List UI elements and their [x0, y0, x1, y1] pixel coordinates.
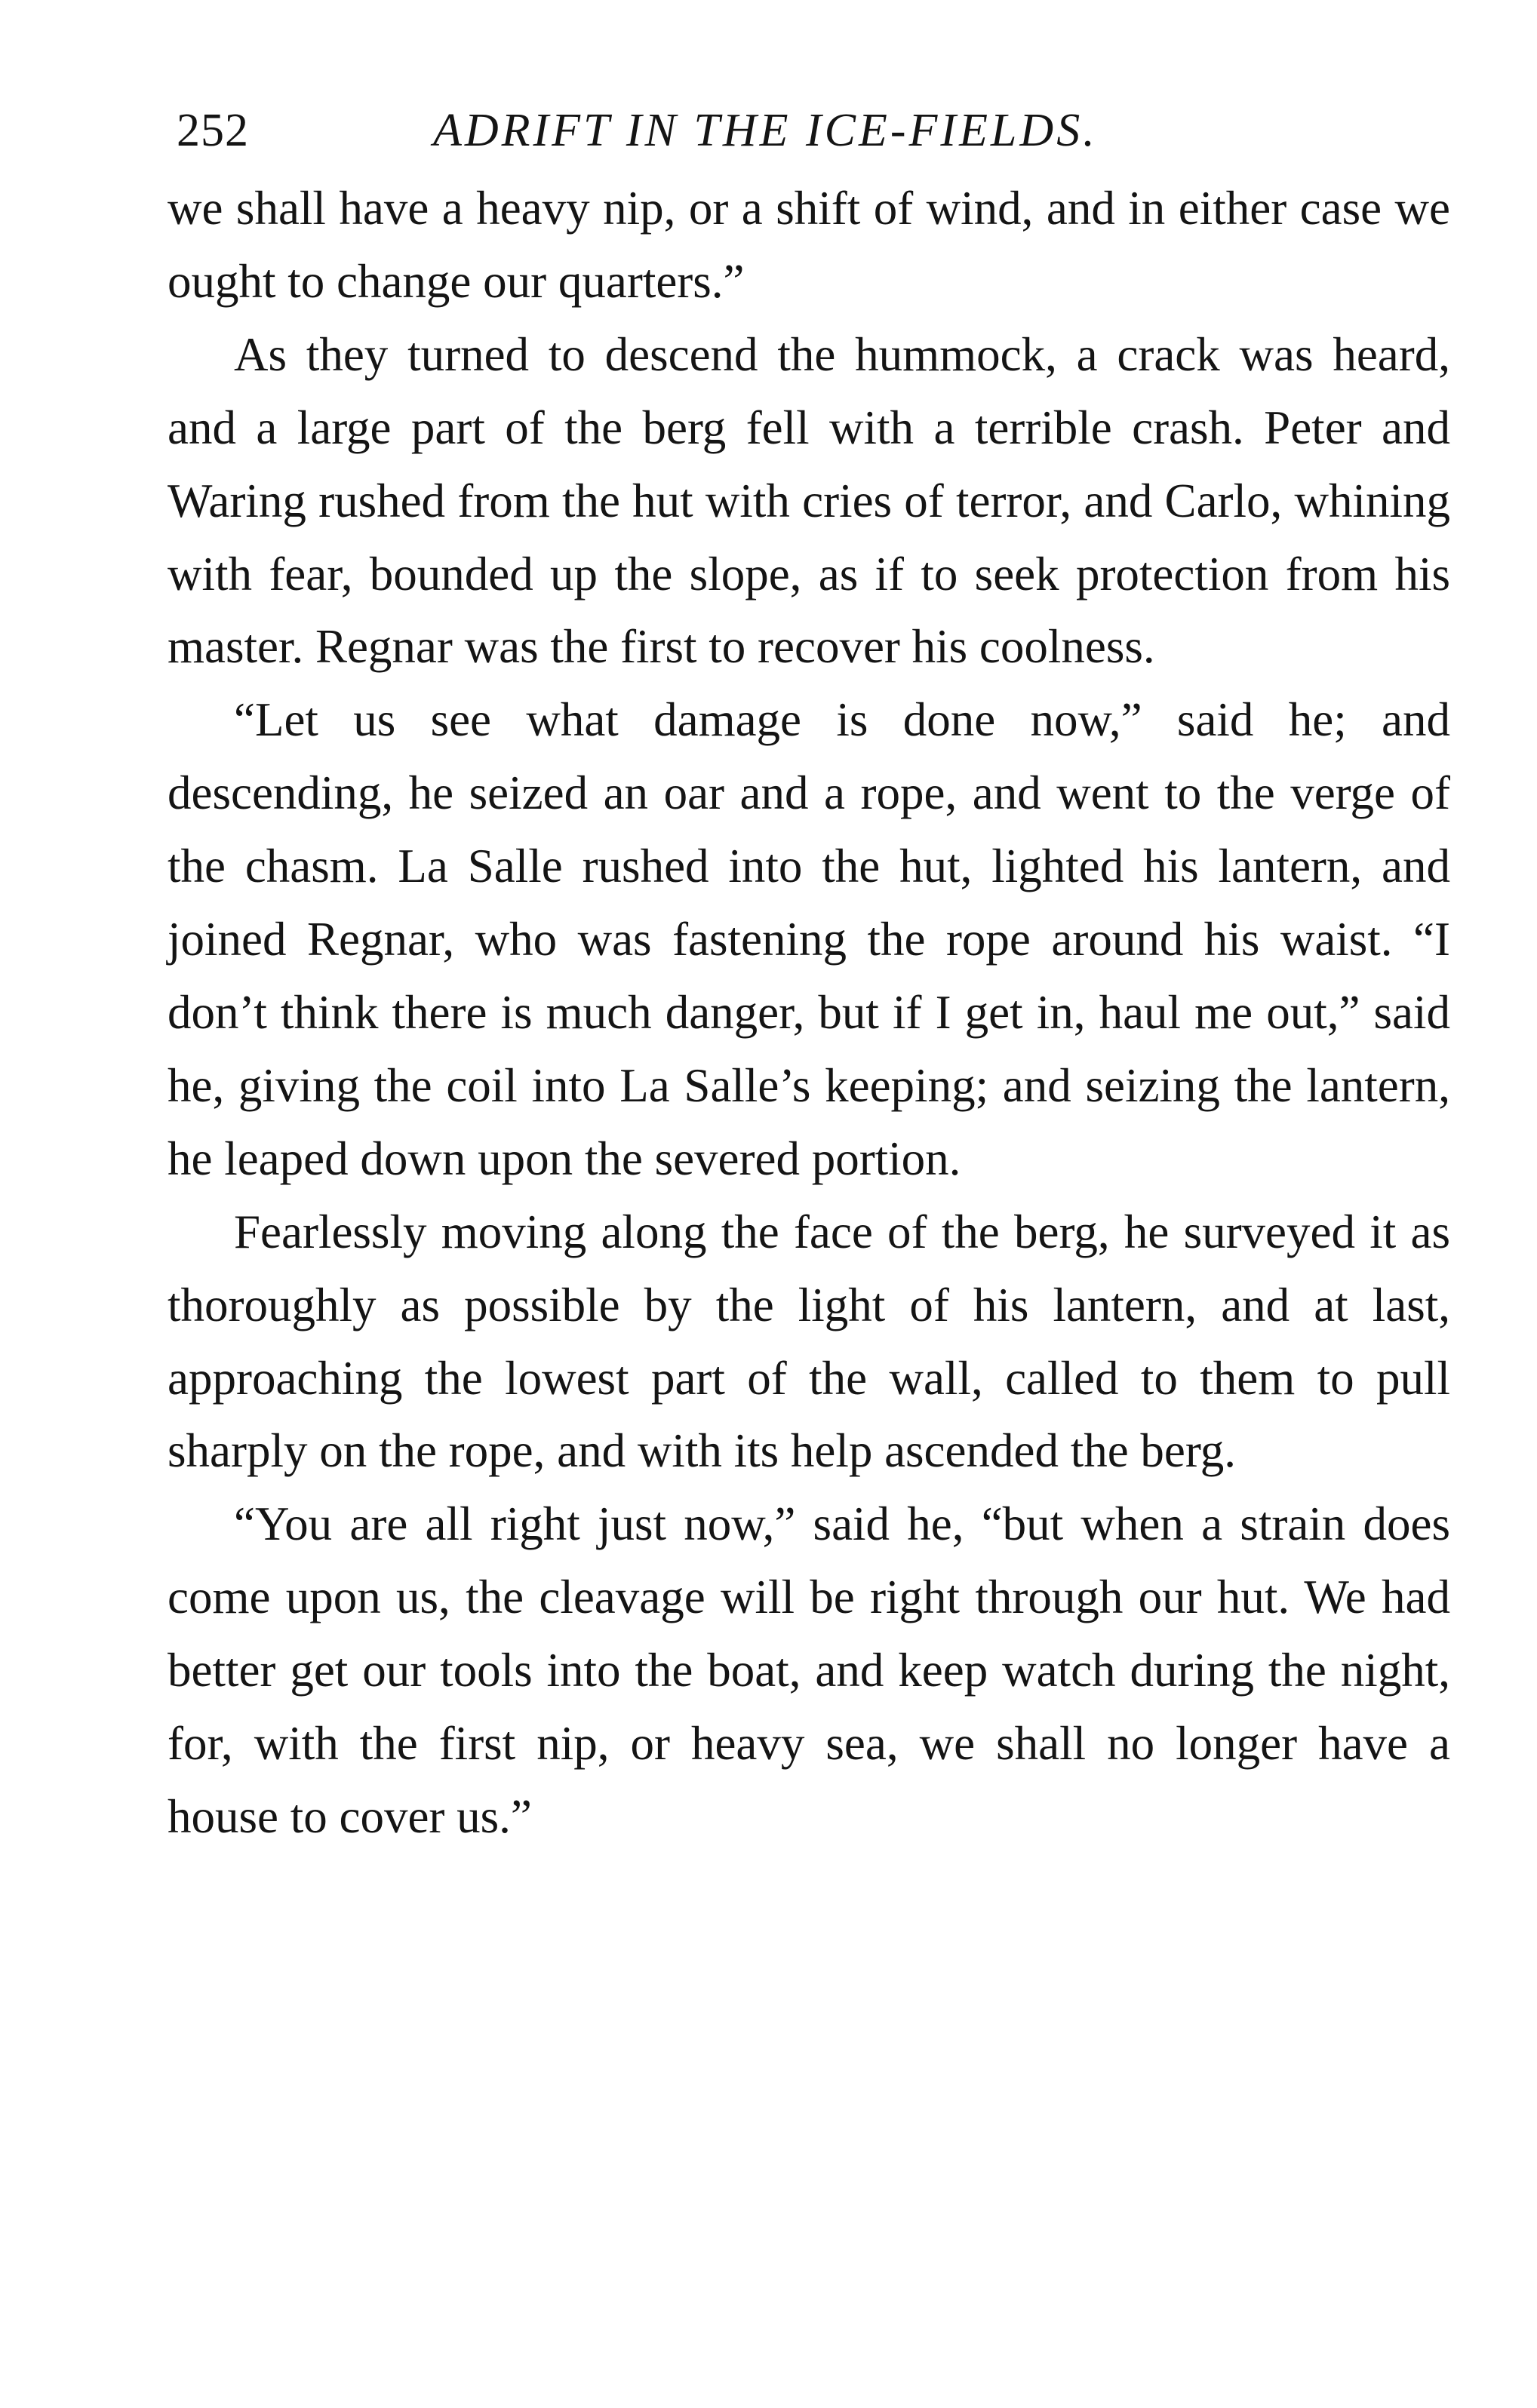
paragraph-damage-check: “Let us see what damage is done now,” said he; and descending, he seized an oar and a rope, and went to the verge of the chasm. La Salle rushed into the hut, lighted his lantern, and joined Regnar, who was fastening the rope around his waist. “I don’t think there is much danger, but if I get in, haul me out,” said he, giving the coil into La Salle’s keeping; and seizing the lantern, he leaped down upon the severed portion. — [168, 693, 1450, 1185]
paragraph-cleavage-warning: “You are all right just now,” said he, “but when a strain does come upon us, the cleavage will be right through our hut. We had better get our tools into the boat, and keep watch during the night, for, with the first nip, or heavy sea, we shall no longer have a house to cover us.” — [168, 1497, 1450, 1843]
paragraph-continued: we shall have a heavy nip, or a shift of wind, and in either case we ought to change our quarters.” — [168, 182, 1450, 308]
paragraph-survey-berg: Fearlessly moving along the face of the berg, he surveyed it as thoroughly as possible by the light of his lantern, and at last, approaching the lowest part of the wall, called to them to pull sharply on the rope, and with its help ascended the berg. — [168, 1205, 1450, 1478]
running-head — [168, 89, 1450, 172]
book-page — [168, 89, 1450, 1854]
page-number: 252 — [177, 105, 249, 156]
running-title: ADRIFT IN THE ICE-FIELDS. — [433, 105, 1098, 156]
paragraph-hummock-crack: As they turned to descend the hummock, a crack was heard, and a large part of the berg fell with a terrible crash. Peter and Waring rushed from the hut with cries of terror, and Carlo, whining with fear, bounded up the slope, as if to seek protection from his master. Regnar was the first to recover his coolness. — [168, 327, 1450, 674]
